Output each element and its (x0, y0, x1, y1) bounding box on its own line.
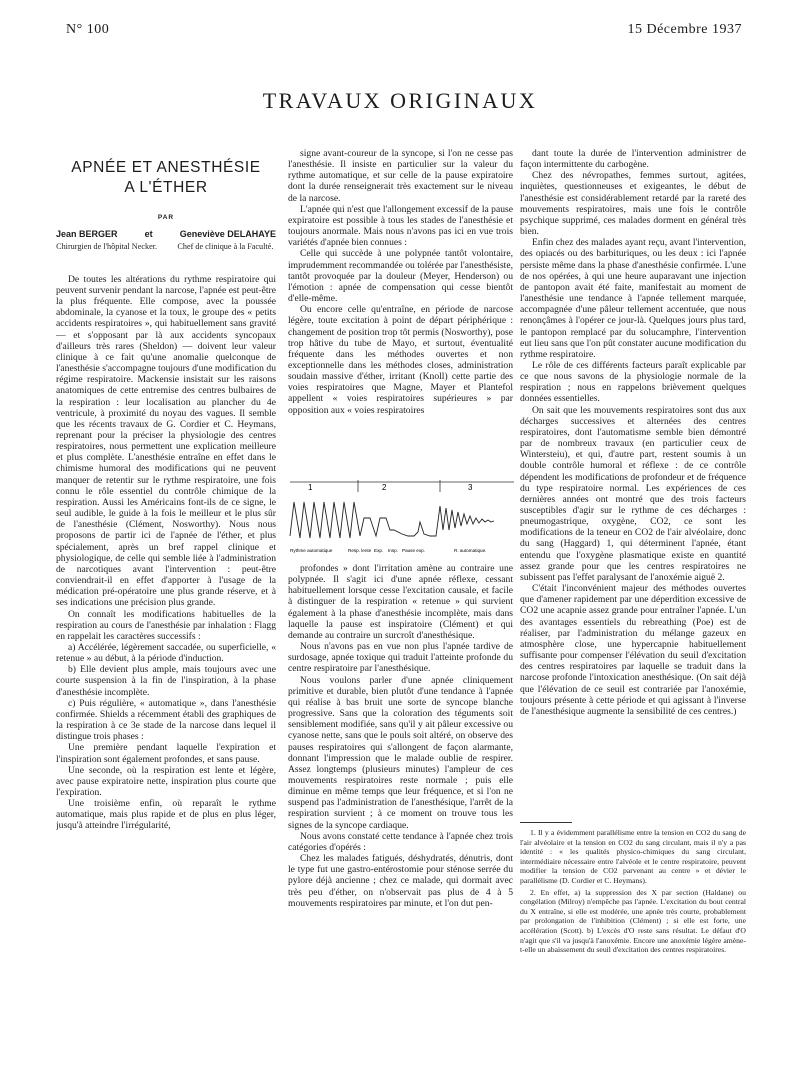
footnotes (520, 828, 746, 957)
paragraph: Une troisième enfin, où reparaît le rythme automatique, mais plus rapide et de plus en plus léger, jusqu'à atteindre l'irrégularité, (56, 798, 276, 832)
paragraph: Enfin chez des malades ayant reçu, avant l'intervention, des opiacés ou des barbituriques, ou les deux : ici l'apnée persiste même dans la phase d'anesthésie confirmée. L'une de nos opérées, à qui une heure auparavant une injection de pantopon avait été faite, manifestait au moment de l'anesthésie une tendance à l'apnée tellement marquée, accompagnée d'une pâleur tellement accentuée, que nous renonçâmes à l'opérer ce jour-là. Quelques jours plus tard, le pantopon remplacé par du solucamphre, l'intervention eut lieu sans que l'on pût constater aucune modification du rythme respiratoire. (520, 237, 746, 360)
paragraph: Celle qui succède à une polypnée tantôt volontaire, imprudemment recommandée ou tolérée par l'anesthésiste, tantôt provoquée par la douleur (Meyer, Henderson) ou l'émotion : apnée de compensation qui cesse bientôt d'elle-même. (288, 248, 513, 305)
paragraph: C'était l'inconvénient majeur des méthodes ouvertes que d'amener rapidement par une déperdition excessive de CO2 une acapnie assez grande pour entraîner l'apnée. L'un des avantages essentiels du rebreathing (Poe) est de réaliser, par l'administration du mélange gazeux en atmosphère close, une hypercapnie habituellement suffisante pour compenser l'élévation du seuil d'excitation des centres respiratoires par laquelle se traduit dans la narcose profonde l'intoxication anesthésique. (On sait déjà que l'élévation de ce seuil est contrariée par l'anoxémie, toujours présente à cette période et qui agissant à l'inverse de l'anesthésique augmente la sensibilité de ces centres.) (520, 583, 746, 717)
footnote-2: 2. En effet, a) la suppression des X par section (Haldane) ou congélation (Milroy) n'empêche pas l'apnée. L'excitation du bout central du X entraîne, si elle est modérée, une apnée très courte, probablement par prolongation de l'inhibition (Clément) ; si elle est forte, une accélération (Scott). b) L'excès d'O reste sans résultat. Le défaut d'O n'agit que s'il va jusqu'à l'anoxémie. Encore une anoxémie légère amène-t-elle un abaissement du seuil d'excitation des centres respiratoires. (520, 887, 746, 955)
caption-insp: Insp. (388, 548, 398, 553)
paragraph: Chez les malades fatigués, déshydratés, dénutris, dont le type fut une gastro-entérostomie pour sténose serrée du pylore déjà ancienne ; chez ce malade, qui dormait avec très peu d'éther, on n'observait pas plus de 4 à 5 mouvements respiratoires par minute, et l'on dut pen- (288, 853, 513, 909)
article-title-line1: APNÉE ET ANESTHÉSIE (71, 159, 261, 176)
respiration-tracing-figure (286, 478, 518, 560)
caption-exp: Exp. (374, 548, 384, 553)
caption-resp-lente: Resp. lente (348, 548, 372, 553)
paragraph: Une première pendant laquelle l'expiration et l'inspiration sont également profondes, et sans pause. (56, 742, 276, 765)
issue-number: N° 100 (66, 22, 110, 37)
paragraph: Nous voulons parler d'une apnée cliniquement primitive et durable, bien plutôt d'une tendance à l'apnée qui réalise à bas bruit une sorte de syncope blanche progressive. Sans que la coloration des téguments soit sensiblement modifiée, sans qu'il y ait pâleur excessive ou cyanose nette, sans que le pouls soit altéré, on observe des pauses respiratoires qui s'allongent de façon alarmante, donnant l'impression que le malade oublie de respirer. Assez longtemps (plusieurs minutes) l'ampleur de ces mouvements respiratoires reste normale ; puis elle diminue en même temps que leur fréquence, et si l'on ne suspend pas l'administration de l'anesthésique, l'arrêt de la respiration survient ; à ce moment on trouve tous les signes de la syncope cardiaque. (288, 674, 513, 831)
phase-2-label: 2 (382, 483, 387, 492)
issue-date: 15 Décembre 1937 (627, 22, 742, 37)
paragraph: dant toute la durée de l'intervention administrer de façon intermittente du carbogène. (520, 148, 746, 171)
caption-pause-exp: Pause exp. (402, 548, 425, 553)
author-1: Jean BERGER (56, 229, 118, 240)
article-title-line2: A L'ÉTHER (124, 179, 208, 196)
paragraph: Le rôle de ces différents facteurs paraît explicable par ce que nous savons de la physiologie normale de la respiration ; nous en rappelons brièvement quelques données essentielles. (520, 359, 746, 405)
phase-3-label: 3 (468, 483, 473, 492)
footnote-rule (520, 822, 572, 823)
paragraph: De toutes les altérations du rythme respiratoire qui peuvent survenir pendant la narcose, l'apnée est peut-être la plus fréquente. Elle compose, avec la poussée abdominale, la cyanose et la toux, le groupe des « petits accidents respiratoires », qui habituellement sans gravité — et s'opposant par là aux accidents syncopaux d'ailleurs très rares (Sheldon) — doivent leur valeur clinique à ce fait qu'une anomalie quelconque de l'anesthésie s'accompagne toujours d'une modification du régime respiratoire. Mackensie insistait sur les raisons anatomiques de cette entremise des centres bulbaires de la respiration : leur localisation au plancher du 4e ventricule, à proximité du noyau des vagues. Il semble que les récents travaux de G. Cordier et C. Heymans, reprenant pour la préciser la physiologie des centres respiratoires, nous permettent une explication meilleure et plus complète. L'anesthésie entraîne en effet dans le chimisme humoral des modifications qui ne peuvent manquer de retentir sur le rythme respiratoire, une fois connu le rôle essentiel du contrôle chimique de la respiration. Aussi les Américains font-ils de ce signe, le seul audible, le guide à la fois le meilleur et le plus sûr de l'anesthésie (Clément, Nosworthy). Nous nous proposons de partir ici de l'apnée de l'éther, et plus spécialement, après un bref rappel clinique et physiologique, de celle qui semble liée à l'administration de narcotiques avant l'intervention : peut-être conviendrait-il en effet d'apporter à l'usage de la médication pré-opératoire une plus grande réserve, et à ses indications une précision plus grande. (56, 273, 276, 609)
caption-r-automatique: R. automatique. (454, 548, 487, 553)
paragraph: profondes » dont l'irritation amène au contraire une polypnée. Il s'agit ici d'une apnée réflexe, cessant habituellement lorsque cesse l'excitation causale, et facile à distinguer de la respiration « retenue » qui survient également à la phase d'anesthésie incomplète, mais dans laquelle la pause est inspiratoire (Clément) et qui demande au contraire un surcroît d'anesthésique. (288, 563, 513, 641)
paragraph: b) Elle devient plus ample, mais toujours avec une courte suspension à la fin de l'inspiration, à la phase d'anesthésie incomplète. (56, 664, 276, 698)
article-title (56, 158, 276, 198)
by-label: PAR (157, 214, 175, 221)
phase-1-label: 1 (308, 483, 313, 492)
paragraph: On sait que les mouvements respiratoires sont dus aux décharges successives et alternées des centres respiratoires, dont l'automatisme semble bien démontré par de nombreux travaux (en particulier ceux de Wintersteiu), et qui, d'autre part, restent soumis à un double contrôle humoral et réflexe : de ce contrôle dépendent les modifications de profondeur et de fréquence du type respiratoire normal. Les expériences de ces dernières années ont montré que des trois facteurs susceptibles d'agir sur le rythme de ces décharges : pneumogastrique, oxygène, CO2, ce sont les modifications de la teneur en CO2 de l'air alvéolaire, donc du sang (Haggard) 1, qui déterminent l'apnée, étant entendu que l'oxygène plasmatique existe en quantité assez grande pour que les centres respiratoires ne subissent pas l'effet paralysant de l'anoxémie aiguë 2. (520, 404, 746, 583)
paragraph: Nous n'avons pas en vue non plus l'apnée tardive de surdosage, apnée toxique qui traduit l'atteinte profonde du centre respiratoire par l'anesthésique. (288, 641, 513, 675)
paragraph: signe avant-coureur de la syncope, si l'on ne cesse pas l'anesthésie. Il insiste en particulier sur la valeur du rythme automatique, et sur celle de la pause expiratoire dont la durée renseignerait très exactement sur le niveau de la narcose. (288, 148, 513, 204)
paragraph: On connaît les modifications habituelles de la respiration au cours de l'anesthésie par inhalation : Flagg en rappelait les caractères successifs : (56, 608, 276, 642)
paragraph: Ou encore celle qu'entraîne, en période de narcose légère, toute excitation à point de départ périphérique : changement de position trop tôt permis (Nosworthy), pose trop hâtive du tube de Mayo, et surtout, éventualité fréquente dans les méthodes ouvertes et non exceptionnelle dans les méthodes closes, administration soudain massive d'éther, irritant (Knoll) cette partie des voies respiratoires que Magne, Mayer et Plantefol appellent « voies respiratoires supérieures » par opposition aux « voies respiratoires (288, 304, 513, 416)
column-2-bottom (288, 563, 513, 1068)
column-2-top (288, 148, 513, 483)
affiliation-2: Chef de clinique à la Faculté. (177, 242, 274, 252)
column-3 (520, 148, 746, 793)
paragraph: Nous avons constaté cette tendance à l'apnée chez trois catégories d'opérés : (288, 830, 513, 853)
authors (56, 229, 276, 240)
column-1 (56, 148, 276, 1068)
section-title: TRAVAUX ORIGINAUX (262, 88, 538, 113)
author-conjunction: et (144, 229, 153, 240)
respiration-trace (290, 502, 494, 538)
author-2: Geneviève DELAHAYE (179, 229, 276, 240)
caption-rythme-automatique: Rythme automatique (290, 548, 333, 553)
affiliations (56, 242, 276, 252)
paragraph: Une seconde, où la respiration est lente et légère, avec pause expiratoire nette, inspiration plus courte que l'expiration. (56, 764, 276, 798)
affiliation-1: Chirurgien de l'hôpital Necker. (56, 242, 158, 252)
paragraph: Chez des névropathes, femmes surtout, agitées, inquiètes, questionneuses et exigeantes, le début de l'anesthésie est considérablement retardé par la rareté des mouvements respiratoires, mais une fois le contrôle psychique supprimé, ces malades dorment en général très bien. (520, 170, 746, 238)
paragraph: c) Puis régulière, « automatique », dans l'anesthésie confirmée. Shields a récemment établi des graphiques de la respiration à ce 3e stade de la narcose dans lequel il distingue trois phases : (56, 697, 276, 743)
paragraph: L'apnée qui n'est que l'allongement excessif de la pause expiratoire est possible à tous les stades de l'anesthésie et toujours anormale. Mais nous n'avons pas ici en vue trois variétés d'apnée bien connues : (288, 203, 513, 249)
paragraph: a) Accélérée, légèrement saccadée, ou superficielle, « retenue » au début, à la période d'induction. (56, 641, 276, 665)
footnote-1: 1. Il y a évidemment parallélisme entre la tension en CO2 du sang de l'air alvéolaire et la tension en CO2 du sang circulant, mais il n'y a pas identité : « les qualités physico-chimiques du sang circulant, intermédiaire nécessaire entre l'alvéole et le centre respiratoire, peuvent modifier la tension de CO2 parvenant au centre » et dévier le parallélisme (D. Cordier et C. Heymans). (520, 828, 746, 885)
